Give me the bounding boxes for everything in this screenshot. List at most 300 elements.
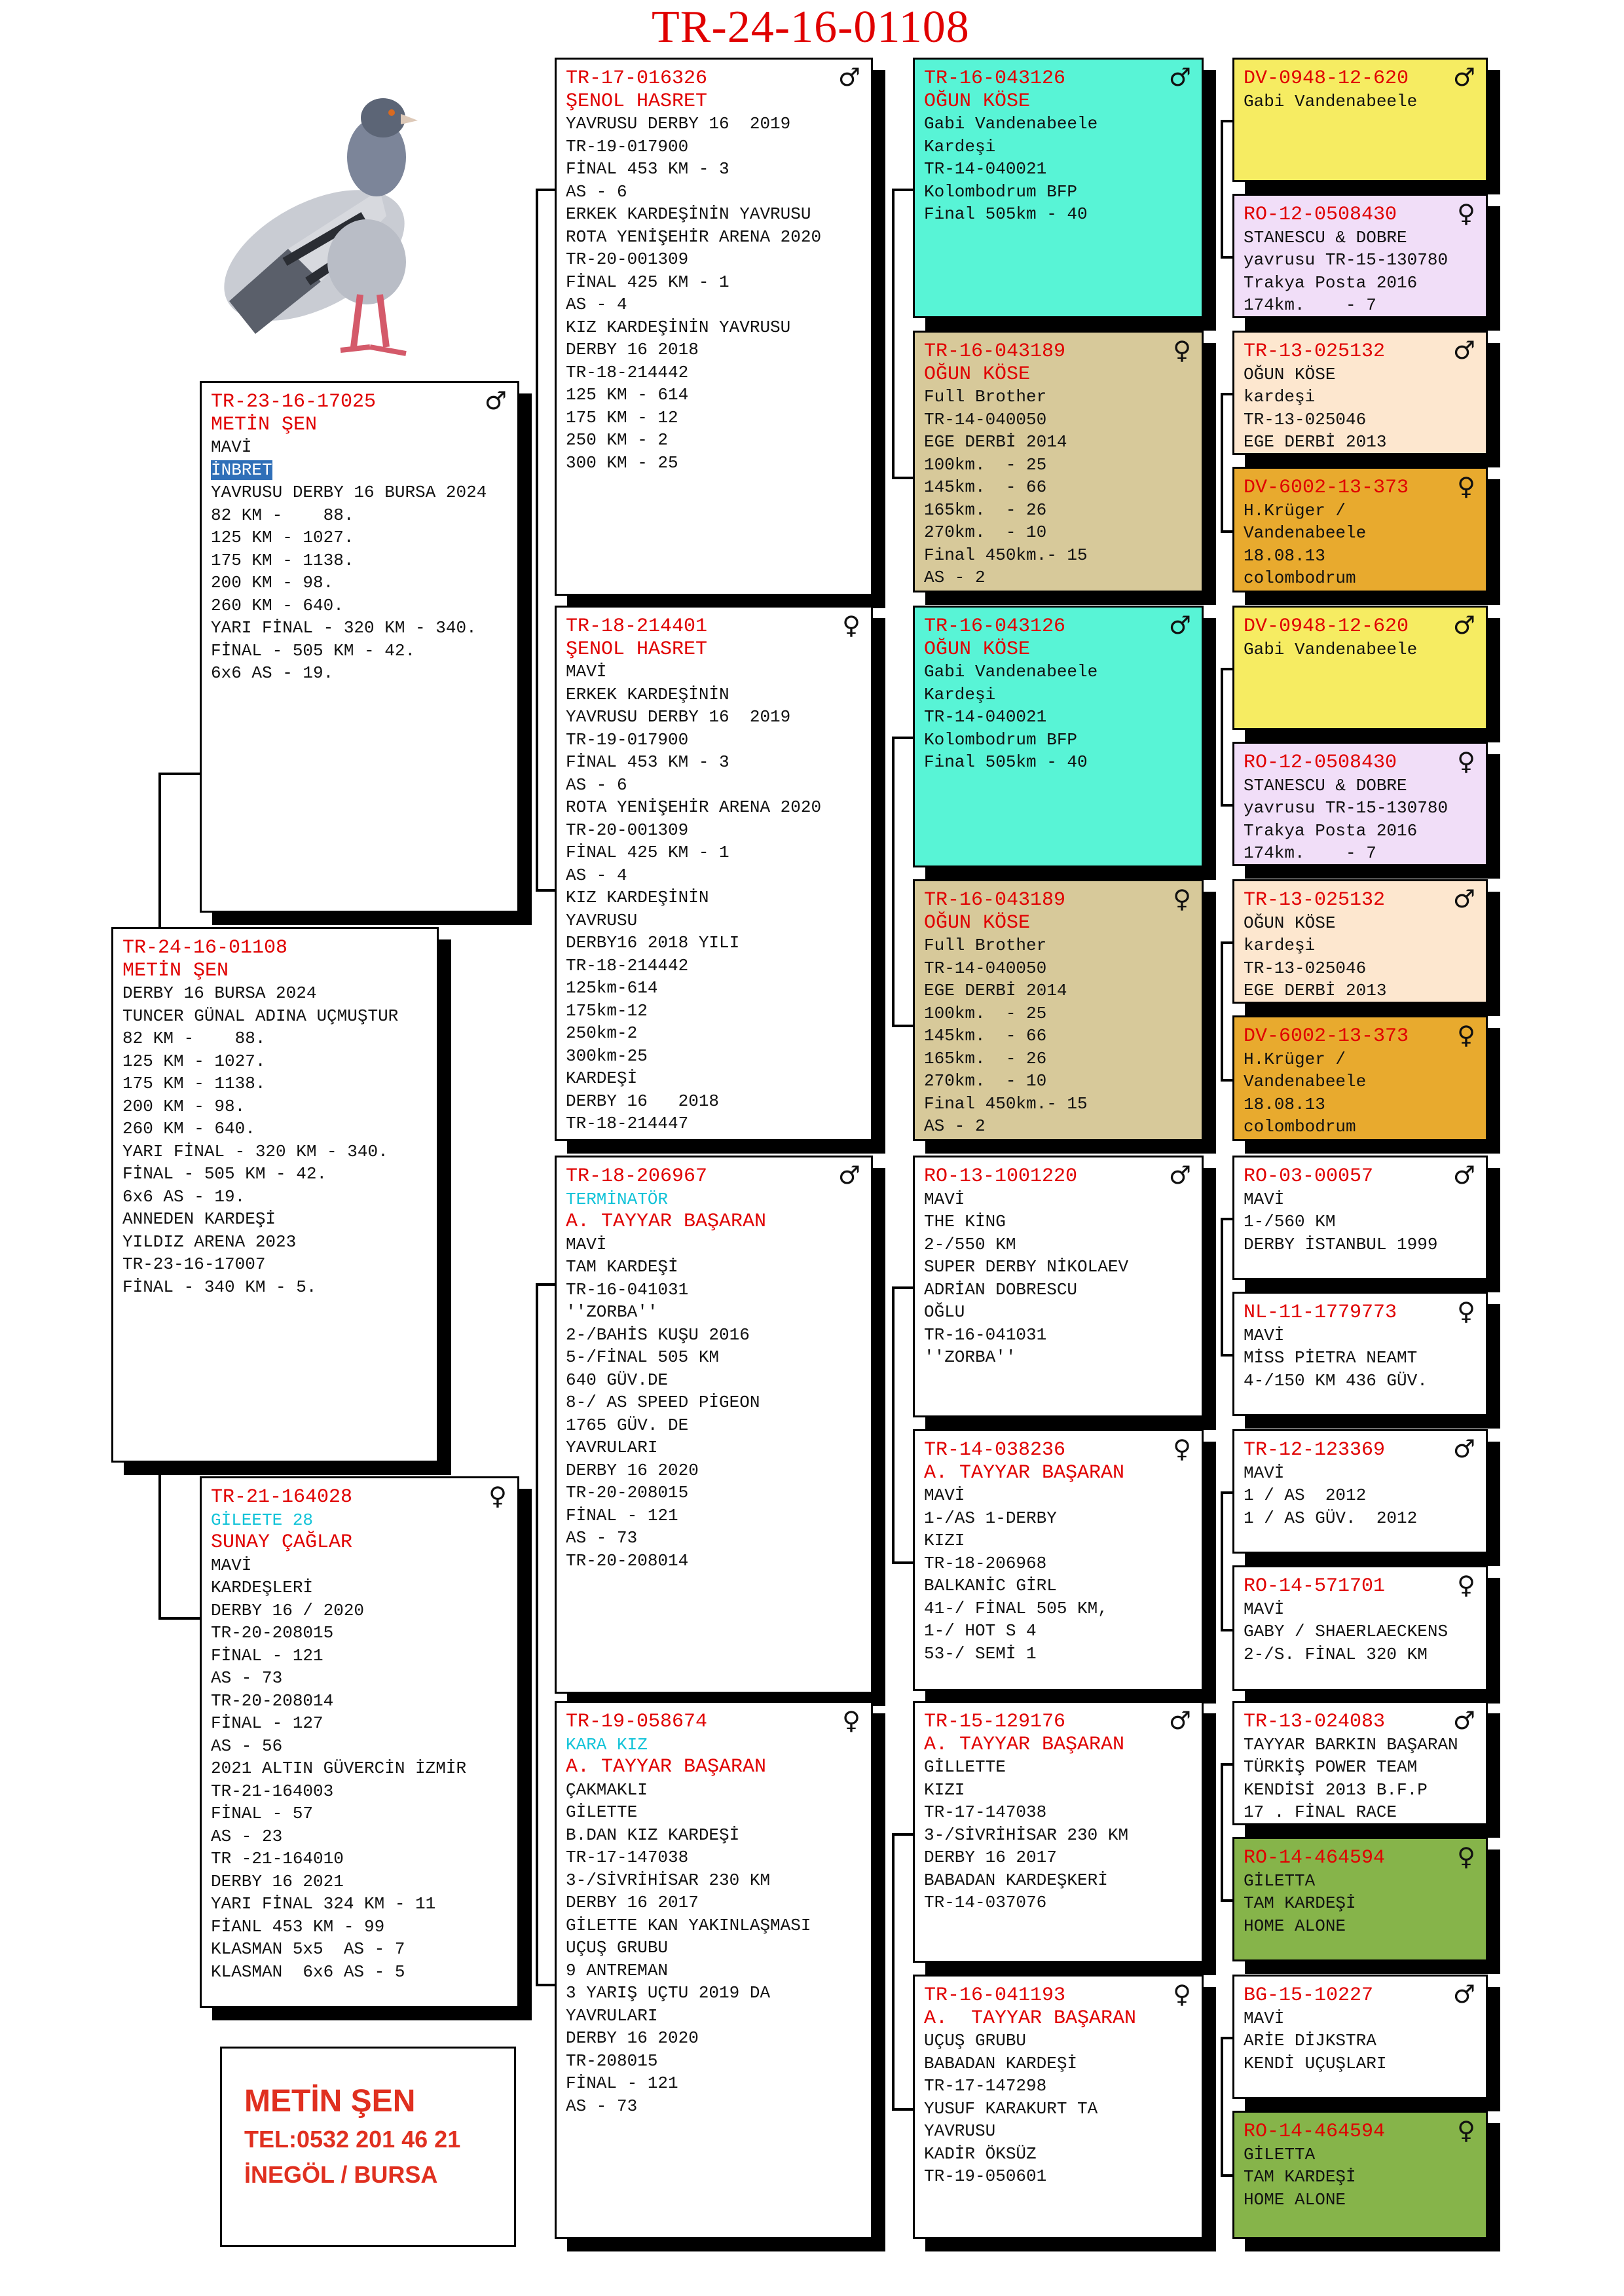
bracket-line bbox=[1221, 668, 1223, 804]
card-line: TR-20-208015 bbox=[566, 1483, 689, 1503]
pedigree-card-sd bbox=[555, 606, 873, 1141]
card-line: YAVRUSU DERBY 16 2019 bbox=[566, 707, 791, 727]
card-line: 4-/150 KM 436 GÜV. bbox=[1244, 1370, 1428, 1391]
card-line: KLASMAN 6x6 AS - 5 bbox=[211, 1961, 405, 1982]
pedigree-card-g5 bbox=[1232, 606, 1488, 730]
card-line: 260 KM - 640. bbox=[211, 595, 344, 615]
card-line: 250km-2 bbox=[566, 1023, 638, 1043]
male-icon: ♂ bbox=[1168, 1706, 1191, 1735]
ring-number: TR-16-041193 bbox=[924, 1984, 1066, 2007]
card-line: BABADAN KARDEŞİ bbox=[924, 2053, 1078, 2073]
bracket-line bbox=[158, 1617, 200, 1620]
pedigree-card-sds bbox=[913, 606, 1204, 867]
card-line: TR-19-017900 bbox=[566, 729, 689, 750]
card-line: TR-13-025046 bbox=[1244, 958, 1367, 978]
card-line: FİNAL 453 KM - 3 bbox=[566, 159, 729, 179]
card-line: MAVİ bbox=[566, 662, 607, 682]
ring-number: RO-14-464594 bbox=[1244, 2121, 1386, 2143]
card-line: TR-16-041031 bbox=[566, 1279, 689, 1300]
card-line: 17 . FİNAL RACE bbox=[1244, 1802, 1397, 1822]
card-line: kardeşi bbox=[1244, 936, 1316, 955]
contact-box bbox=[220, 2047, 516, 2247]
card-line: TR-14-040050 bbox=[924, 958, 1047, 978]
card-line: TR-20-208014 bbox=[211, 1690, 334, 1711]
card-line: ANNEDEN KARDEŞİ bbox=[122, 1209, 276, 1229]
card-line: TR-18-214442 bbox=[566, 955, 689, 975]
ring-number: RO-13-1001220 bbox=[924, 1165, 1078, 1188]
card-line: HOME ALONE bbox=[1244, 2189, 1346, 2210]
card-line: DERBY16 2018 YILI bbox=[566, 933, 740, 953]
card-line: 270km. - 10 bbox=[924, 1071, 1047, 1091]
pedigree-card-subject bbox=[111, 927, 439, 1463]
card-line: FİNAL - 505 KM - 42. bbox=[211, 640, 416, 661]
card-line: 250 KM - 2 bbox=[566, 430, 669, 450]
ring-number: DV-6002-13-373 bbox=[1244, 477, 1409, 499]
pedigree-card-g9 bbox=[1232, 1156, 1488, 1280]
card-line: MAVİ bbox=[924, 1485, 965, 1505]
card-line: AS - 6 bbox=[566, 774, 627, 795]
card-line: MAVİ bbox=[1244, 1599, 1285, 1619]
ring-number: TR-12-123369 bbox=[1244, 1439, 1386, 1461]
card-line: TAYYAR BARKIN BAŞARAN bbox=[1244, 1734, 1458, 1755]
card-line: STANESCU & DOBRE bbox=[1244, 775, 1407, 795]
card-line: ŞENOL HASRET bbox=[566, 638, 708, 661]
card-line: 174km. - 7 bbox=[1244, 843, 1376, 863]
female-icon: ♀ bbox=[1457, 1021, 1475, 1049]
card-line: HOME ALONE bbox=[1244, 1916, 1346, 1936]
card-line: Kardeşi bbox=[924, 684, 996, 704]
card-line: TAM KARDEŞİ bbox=[1244, 1893, 1356, 1913]
card-line: AS - 73 bbox=[566, 1528, 638, 1548]
bracket-line bbox=[892, 1286, 913, 1289]
card-line: DERBY 16 / 2020 bbox=[211, 1600, 365, 1620]
card-line: A. TAYYAR BAŞARAN bbox=[924, 2007, 1137, 2030]
bracket-line bbox=[1221, 2174, 1232, 2177]
card-line: 640 GÜV.DE bbox=[566, 1370, 669, 1390]
card-line: MAVİ bbox=[211, 1555, 252, 1575]
card-line: TR-18-206968 bbox=[924, 1553, 1047, 1573]
card-line: MAVİ bbox=[1244, 1189, 1285, 1209]
female-icon: ♀ bbox=[1457, 1571, 1475, 1599]
card-line: GİLETTE bbox=[566, 1802, 638, 1822]
card-line bbox=[211, 459, 508, 482]
ring-number: DV-6002-13-373 bbox=[1244, 1025, 1409, 1048]
card-line: Kardeşi bbox=[924, 136, 996, 156]
card-line: TR-23-16-17007 bbox=[122, 1254, 266, 1274]
breeder-phone: TEL:0532 201 46 21 bbox=[244, 2126, 461, 2153]
bracket-line bbox=[1221, 256, 1232, 259]
bracket-line bbox=[892, 737, 913, 739]
card-line: TR-14-040050 bbox=[924, 409, 1047, 429]
female-icon: ♀ bbox=[842, 611, 860, 640]
card-line: 2-/550 KM bbox=[924, 1234, 1016, 1254]
card-line: AS - 56 bbox=[211, 1736, 283, 1756]
bracket-line bbox=[1221, 2037, 1223, 2174]
card-line: colombodrum bbox=[1244, 1117, 1356, 1137]
card-line: Gabi Vandenabeele bbox=[1244, 91, 1418, 111]
card-line: yavrusu TR-15-130780 bbox=[1244, 798, 1449, 818]
bracket-line bbox=[1221, 1899, 1232, 1902]
card-line: DERBY 16 2018 bbox=[566, 1091, 720, 1111]
male-icon: ♂ bbox=[838, 1161, 860, 1190]
bracket-line bbox=[892, 1286, 895, 1561]
bracket-line bbox=[1221, 1491, 1223, 1629]
card-line: GABY / SHAERLAECKENS bbox=[1244, 1622, 1449, 1641]
pedigree-card-g7 bbox=[1232, 879, 1488, 1004]
card-line: Gabi Vandenabeele bbox=[924, 662, 1098, 682]
bracket-line bbox=[1221, 1629, 1232, 1631]
bracket-line bbox=[1221, 1491, 1232, 1494]
card-line: ERKEK KARDEŞİNİN YAVRUSU bbox=[566, 204, 811, 224]
ring-number: RO-14-464594 bbox=[1244, 1847, 1386, 1869]
card-line: 18.08.13 bbox=[1244, 1094, 1325, 1114]
card-line: FİNAL - 505 KM - 42. bbox=[122, 1164, 327, 1184]
bracket-line bbox=[892, 477, 913, 479]
card-line: YUSUF KARAKURT TA bbox=[924, 2098, 1098, 2119]
card-line: AS - 23 bbox=[211, 1826, 283, 1846]
pedigree-card-ss bbox=[555, 58, 873, 596]
card-line: 9 ANTREMAN bbox=[566, 1960, 669, 1980]
card-line: 3-/SİVRİHİSAR 230 KM bbox=[924, 1825, 1129, 1845]
ring-number: TR-21-164028 bbox=[211, 1486, 353, 1508]
female-icon: ♀ bbox=[1457, 472, 1475, 501]
card-line: TR -21-164010 bbox=[211, 1849, 344, 1868]
female-icon: ♀ bbox=[1457, 747, 1475, 776]
card-line: GİLETTA bbox=[1244, 1870, 1316, 1891]
pedigree-card-ds bbox=[555, 1156, 873, 1694]
card-line: EGE DERBİ 2014 bbox=[924, 981, 1067, 1000]
card-line: ADRİAN DOBRESCU bbox=[924, 1279, 1078, 1300]
ring-number: TR-16-043189 bbox=[924, 889, 1066, 911]
card-line: KADİR ÖKSÜZ bbox=[924, 2143, 1037, 2164]
card-line: TAM KARDEŞİ bbox=[566, 1257, 678, 1277]
card-line: ŞENOL HASRET bbox=[566, 90, 708, 113]
female-icon: ♀ bbox=[842, 1706, 860, 1735]
card-line: Final 450km.- 15 bbox=[924, 1093, 1088, 1114]
card-line: 260 KM - 640. bbox=[122, 1119, 255, 1139]
bracket-line bbox=[1221, 941, 1232, 944]
male-icon: ♂ bbox=[1452, 63, 1475, 92]
ring-number: TR-18-214401 bbox=[566, 615, 708, 638]
ring-number: TR-13-024083 bbox=[1244, 1711, 1386, 1733]
card-line: ''ZORBA'' bbox=[924, 1347, 1016, 1367]
card-line: KIZ KARDEŞİNİN bbox=[566, 888, 709, 907]
ring-number: RO-14-571701 bbox=[1244, 1575, 1386, 1597]
card-line: KARDEŞLERİ bbox=[211, 1578, 314, 1597]
card-line: 2-/BAHİS KUŞU 2016 bbox=[566, 1324, 750, 1345]
card-line: 5-/FİNAL 505 KM bbox=[566, 1347, 720, 1367]
card-line: MAVİ bbox=[211, 437, 252, 457]
card-line: 175 KM - 1138. bbox=[122, 1074, 266, 1093]
card-line: YARI FİNAL - 320 KM - 340. bbox=[122, 1141, 388, 1161]
card-line: GİLETTE KAN YAKINLAŞMASI bbox=[566, 1915, 811, 1935]
male-icon: ♂ bbox=[1452, 1706, 1475, 1735]
bracket-line bbox=[1221, 1079, 1232, 1082]
ring-number: TR-14-038236 bbox=[924, 1439, 1066, 1461]
bracket-line bbox=[892, 1561, 913, 1564]
card-line: A. TAYYAR BAŞARAN bbox=[566, 1756, 767, 1778]
ring-number: TR-16-043126 bbox=[924, 615, 1066, 638]
bracket-line bbox=[1221, 941, 1223, 1079]
card-line: FİANL 453 KM - 99 bbox=[211, 1916, 385, 1937]
pedigree-card-g10 bbox=[1232, 1292, 1488, 1416]
pedigree-card-sire bbox=[200, 381, 519, 913]
card-line: BABADAN KARDEŞKERİ bbox=[924, 1870, 1108, 1890]
card-line: Gabi Vandenabeele bbox=[924, 114, 1098, 134]
card-line: EGE DERBİ 2014 bbox=[924, 432, 1067, 452]
card-line: 100km. - 25 bbox=[924, 454, 1047, 475]
ring-number: TR-15-129176 bbox=[924, 1711, 1066, 1733]
card-line: YILDIZ ARENA 2023 bbox=[122, 1231, 297, 1252]
card-line: FİNAL - 57 bbox=[211, 1804, 314, 1823]
card-line: AS - 2 bbox=[924, 1116, 986, 1136]
card-line: 200 KM - 98. bbox=[122, 1096, 246, 1116]
card-line: OĞUN KÖSE bbox=[924, 363, 1031, 386]
card-line: TR-14-040021 bbox=[924, 159, 1047, 179]
card-line: 18.08.13 bbox=[1244, 545, 1325, 566]
card-line: KARA KIZ bbox=[566, 1734, 648, 1755]
card-line: EGE DERBİ 2013 bbox=[1244, 981, 1387, 1000]
card-line: DERBY 16 2017 bbox=[566, 1893, 699, 1912]
card-line: YAVRULARI bbox=[566, 2005, 658, 2026]
card-line: TR-20-001309 bbox=[566, 249, 689, 269]
card-line: GİLLETTE bbox=[924, 1757, 1006, 1777]
pedigree-card-sss bbox=[913, 58, 1204, 318]
card-line: AS - 6 bbox=[566, 181, 627, 202]
male-icon: ♂ bbox=[1452, 884, 1475, 913]
bracket-line bbox=[158, 773, 161, 927]
card-line: A. TAYYAR BAŞARAN bbox=[566, 1211, 767, 1233]
card-line: BALKANİC GİRL bbox=[924, 1576, 1057, 1595]
card-line: MAVİ bbox=[924, 1189, 965, 1209]
card-line: OĞLU bbox=[924, 1302, 965, 1322]
card-line: Trakya Posta 2016 bbox=[1244, 820, 1418, 841]
card-line: 175 KM - 12 bbox=[566, 407, 678, 428]
card-line: 165km. - 26 bbox=[924, 1048, 1047, 1068]
female-icon: ♀ bbox=[1457, 2116, 1475, 2145]
card-line: Final 450km.- 15 bbox=[924, 545, 1088, 565]
male-icon: ♂ bbox=[1452, 336, 1475, 365]
bracket-line bbox=[1221, 1763, 1223, 1899]
card-line: TR-18-214447 bbox=[566, 1114, 689, 1133]
ring-number: TR-13-025132 bbox=[1244, 889, 1386, 911]
card-line: FİNAL 425 KM - 1 bbox=[566, 272, 729, 292]
card-line: Kolombodrum BFP bbox=[924, 729, 1078, 750]
card-line: 125 KM - 1027. bbox=[122, 1051, 266, 1071]
card-line: GİLETTA bbox=[1244, 2144, 1316, 2164]
card-line: Final 505km - 40 bbox=[924, 204, 1088, 224]
card-line: SUNAY ÇAĞLAR bbox=[211, 1531, 353, 1554]
card-line: B.DAN KIZ KARDEŞİ bbox=[566, 1825, 740, 1845]
card-line: THE KİNG bbox=[924, 1212, 1006, 1231]
card-line: TR-13-025046 bbox=[1244, 409, 1367, 429]
card-line: AS - 73 bbox=[566, 2096, 638, 2116]
bracket-line bbox=[536, 189, 538, 889]
card-line: METİN ŞEN bbox=[211, 413, 318, 436]
card-line: 3 YARIŞ UÇTU 2019 DA bbox=[566, 1983, 771, 2003]
card-line: TR-17-147298 bbox=[924, 2076, 1047, 2096]
pedigree-card-sdd bbox=[913, 879, 1204, 1141]
card-line: YAVRUSU DERBY 16 2019 bbox=[566, 114, 791, 134]
bracket-line bbox=[536, 889, 555, 892]
bracket-line bbox=[892, 737, 895, 1025]
card-line: Gabi Vandenabeele bbox=[1244, 639, 1418, 659]
card-line: YAVRUSU DERBY 16 BURSA 2024 bbox=[211, 483, 487, 502]
pedigree-card-g1 bbox=[1232, 58, 1488, 182]
card-line: YARI FİNAL 324 KM - 11 bbox=[211, 1894, 436, 1914]
ring-number: DV-0948-12-620 bbox=[1244, 615, 1409, 638]
card-line: SUPER DERBY NİKOLAEV bbox=[924, 1257, 1129, 1277]
card-line: DERBY İSTANBUL 1999 bbox=[1244, 1234, 1438, 1254]
card-line: 82 KM - 88. bbox=[211, 505, 354, 525]
pedigree-card-g15 bbox=[1232, 1975, 1488, 2099]
card-line: MAVİ bbox=[1244, 1463, 1285, 1483]
ring-number: TR-23-16-17025 bbox=[211, 391, 377, 413]
card-line: Full Brother bbox=[924, 936, 1047, 955]
card-line: A. TAYYAR BAŞARAN bbox=[924, 1461, 1125, 1484]
bracket-line bbox=[158, 773, 200, 775]
card-line: Vandenabeele bbox=[1244, 523, 1367, 543]
card-line: MAVİ bbox=[1244, 2008, 1285, 2028]
card-line: 1 / AS GÜV. 2012 bbox=[1244, 1508, 1418, 1528]
card-line: 1 / AS 2012 bbox=[1244, 1485, 1367, 1505]
bracket-line bbox=[1221, 393, 1232, 395]
card-line: UÇUŞ GRUBU bbox=[924, 2031, 1027, 2050]
card-line: DERBY 16 BURSA 2024 bbox=[122, 983, 317, 1003]
card-line: UÇUŞ GRUBU bbox=[566, 1938, 669, 1958]
female-icon: ♀ bbox=[1173, 1434, 1191, 1463]
ring-number: TR-17-016326 bbox=[566, 67, 708, 90]
bracket-line bbox=[1221, 120, 1232, 122]
card-line: A. TAYYAR BAŞARAN bbox=[924, 1733, 1125, 1756]
card-line: DERBY 16 2017 bbox=[924, 1848, 1057, 1867]
card-line: 6x6 AS - 19. bbox=[122, 1186, 246, 1207]
card-line: FİNAL - 340 KM - 5. bbox=[122, 1277, 317, 1297]
card-line: 300 KM - 25 bbox=[566, 452, 678, 473]
bracket-line bbox=[1221, 530, 1232, 533]
bracket-line bbox=[536, 1984, 555, 1986]
card-line: FİNAL - 121 bbox=[566, 2073, 678, 2093]
card-line: EGE DERBİ 2013 bbox=[1244, 432, 1387, 452]
card-line: TR-19-017900 bbox=[566, 136, 689, 156]
card-line: TR-20-208015 bbox=[211, 1623, 334, 1643]
card-line: Final 505km - 40 bbox=[924, 752, 1088, 772]
card-line: 175km-12 bbox=[566, 1000, 648, 1021]
card-line: ARİE DİJKSTRA bbox=[1244, 2031, 1376, 2050]
female-icon: ♀ bbox=[1457, 1297, 1475, 1326]
pedigree-card-dss bbox=[913, 1156, 1204, 1417]
card-line: 165km. - 26 bbox=[924, 500, 1047, 520]
ring-number: RO-12-0508430 bbox=[1244, 204, 1397, 226]
card-line: DERBY 16 2020 bbox=[566, 1460, 699, 1480]
card-line: 2-/S. FİNAL 320 KM bbox=[1244, 1644, 1428, 1664]
card-line: TR-208015 bbox=[566, 2050, 658, 2071]
pedigree-card-g13 bbox=[1232, 1701, 1488, 1825]
ring-number: RO-12-0508430 bbox=[1244, 752, 1397, 774]
card-line: 6x6 AS - 19. bbox=[211, 663, 334, 683]
card-line: TUNCER GÜNAL ADINA UÇMUŞTUR bbox=[122, 1006, 399, 1026]
card-line: ÇAKMAKLI bbox=[566, 1779, 648, 1800]
pedigree-card-g16 bbox=[1232, 2111, 1488, 2239]
page-title: TR-24-16-01108 bbox=[652, 2, 970, 52]
pigeon-photo bbox=[210, 85, 445, 367]
card-line: MİSS PİETRA NEAMT bbox=[1244, 1348, 1418, 1368]
card-line: TR-20-208014 bbox=[566, 1550, 689, 1571]
card-line: 145km. - 66 bbox=[924, 477, 1047, 497]
card-line: colombodrum bbox=[1244, 568, 1356, 588]
card-line: KLASMAN 5x5 AS - 7 bbox=[211, 1939, 405, 1959]
ring-number: NL-11-1779773 bbox=[1244, 1302, 1397, 1324]
card-line: ROTA YENİŞEHİR ARENA 2020 bbox=[566, 227, 822, 247]
card-line: Kolombodrum BFP bbox=[924, 181, 1078, 202]
male-icon: ♂ bbox=[1168, 63, 1191, 92]
female-icon: ♀ bbox=[489, 1482, 507, 1510]
male-icon: ♂ bbox=[484, 386, 507, 415]
card-line: STANESCU & DOBRE bbox=[1244, 227, 1407, 247]
card-line: DERBY 16 2018 bbox=[566, 340, 699, 359]
bracket-line bbox=[1221, 804, 1232, 807]
card-line: 3-/SİVRİHİSAR 230 KM bbox=[566, 1870, 771, 1890]
female-icon: ♀ bbox=[1173, 1980, 1191, 2009]
card-line: Full Brother bbox=[924, 387, 1047, 407]
bracket-line bbox=[892, 189, 895, 477]
card-line: KARDEŞİ bbox=[566, 1068, 638, 1088]
card-line: TR-14-040021 bbox=[924, 707, 1047, 727]
card-line: Vandenabeele bbox=[1244, 1072, 1367, 1091]
male-icon: ♂ bbox=[1452, 611, 1475, 640]
card-line: MAVİ bbox=[566, 1234, 607, 1254]
card-line: YAVRUSU bbox=[924, 2121, 996, 2141]
card-line: FİNAL - 121 bbox=[566, 1505, 678, 1525]
card-line: TR-20-001309 bbox=[566, 820, 689, 840]
breeder-location: İNEGÖL / BURSA bbox=[244, 2161, 438, 2188]
card-line: ''ZORBA'' bbox=[566, 1302, 658, 1322]
card-line: FİNAL 425 KM - 1 bbox=[566, 843, 729, 862]
card-line: MAVİ bbox=[1244, 1325, 1285, 1345]
card-line: 175 KM - 1138. bbox=[211, 550, 354, 570]
bracket-line bbox=[1221, 1218, 1223, 1354]
male-icon: ♂ bbox=[1452, 1980, 1475, 2009]
card-line: OĞUN KÖSE bbox=[924, 911, 1031, 934]
card-line: OĞUN KÖSE bbox=[924, 90, 1031, 113]
ring-number: BG-15-10227 bbox=[1244, 1984, 1374, 2007]
ring-number: TR-18-206967 bbox=[566, 1165, 708, 1188]
pedigree-card-g6 bbox=[1232, 742, 1488, 866]
card-line: OĞUN KÖSE bbox=[924, 638, 1031, 661]
card-line: AS - 73 bbox=[211, 1668, 283, 1688]
pedigree-card-dd bbox=[555, 1701, 873, 2239]
pedigree-card-g2 bbox=[1232, 194, 1488, 318]
card-line: 1-/AS 1-DERBY bbox=[924, 1508, 1057, 1528]
pedigree-card-g3 bbox=[1232, 331, 1488, 455]
card-line: DERBY 16 2020 bbox=[566, 2028, 699, 2048]
bracket-line bbox=[1221, 1763, 1232, 1766]
bracket-line bbox=[1221, 120, 1223, 256]
card-line: 2021 ALTIN GÜVERCİN İZMİR bbox=[211, 1758, 467, 1778]
card-line: H.Krüger / bbox=[1244, 1049, 1346, 1069]
card-line: TR-17-147038 bbox=[566, 1848, 689, 1867]
card-line: FİNAL 453 KM - 3 bbox=[566, 752, 729, 772]
pedigree-card-dsd bbox=[913, 1429, 1204, 1691]
card-line: OĞUN KÖSE bbox=[1244, 364, 1336, 384]
card-line: AS - 4 bbox=[566, 865, 627, 885]
card-line: 300km-25 bbox=[566, 1046, 648, 1066]
card-line: TAM KARDEŞİ bbox=[1244, 2167, 1356, 2187]
female-icon: ♀ bbox=[1173, 336, 1191, 365]
bracket-line bbox=[1221, 393, 1223, 530]
pedigree-card-dds bbox=[913, 1701, 1204, 1963]
card-line: TERMİNATÖR bbox=[566, 1189, 669, 1209]
